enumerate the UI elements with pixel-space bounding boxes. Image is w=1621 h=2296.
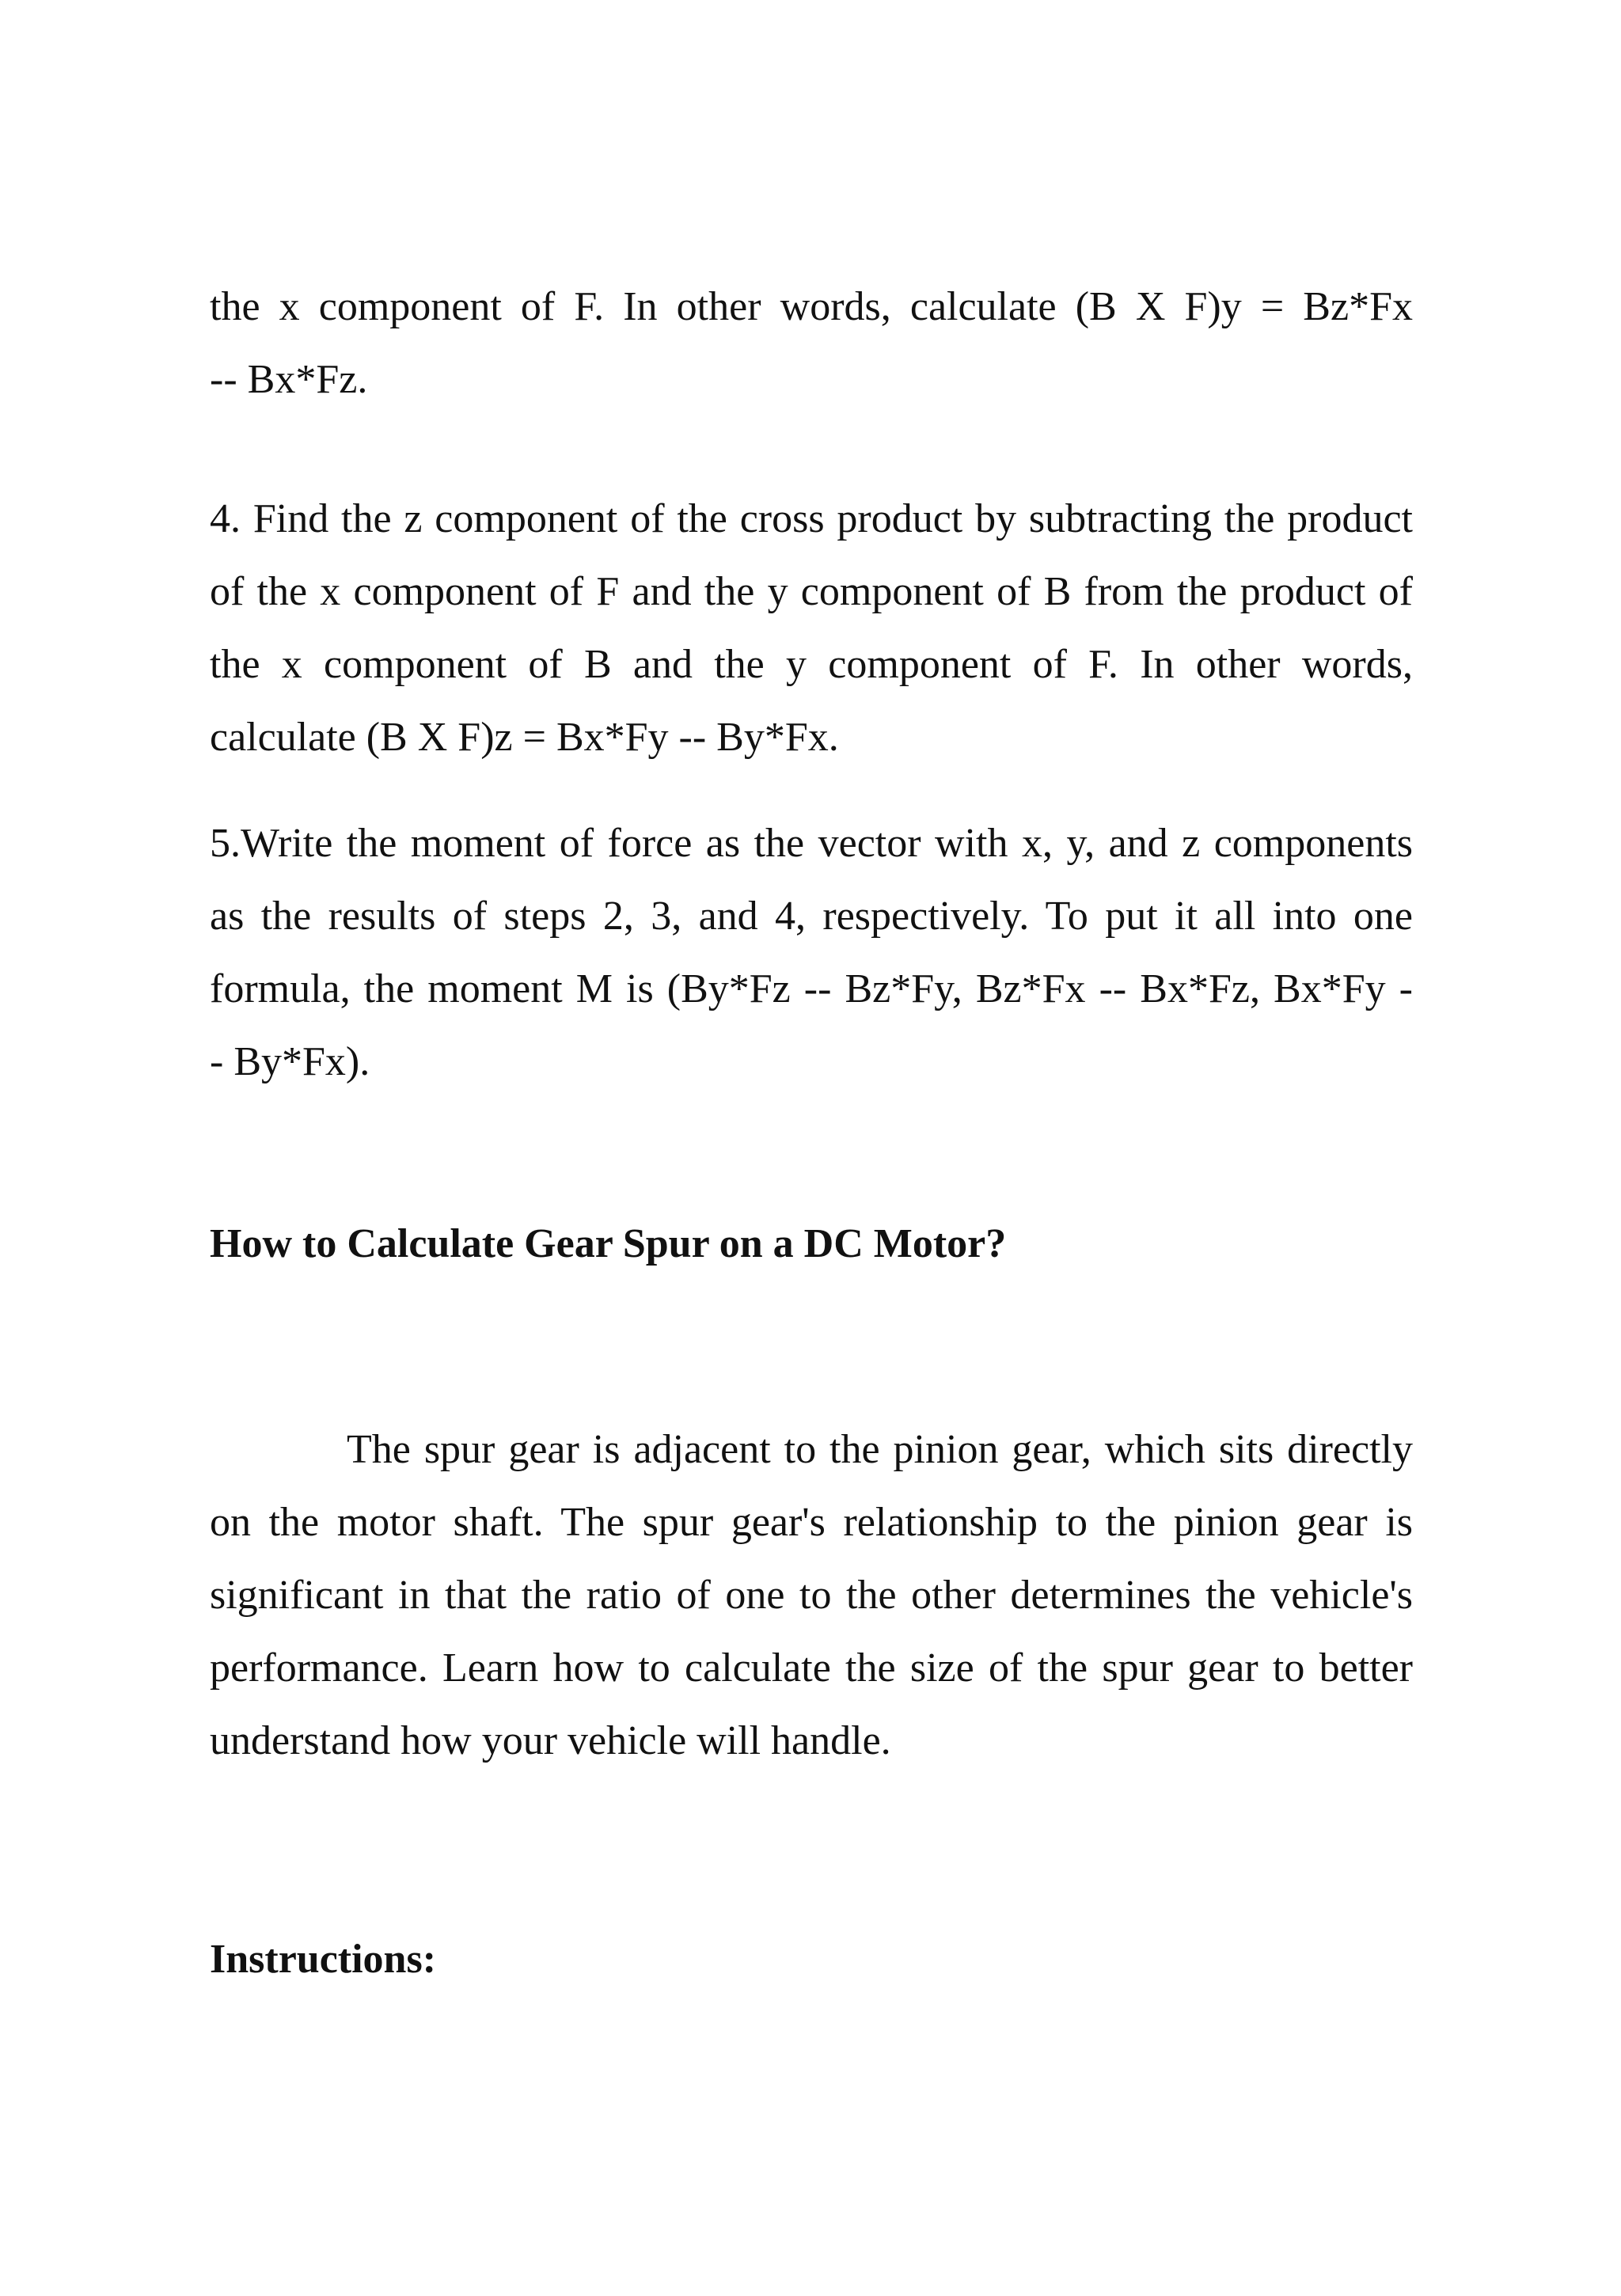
step5-line-1: 5.Write the moment of force as the vector with x, y, and z components: [210, 821, 1413, 866]
step5-line-2: as the results of steps 2, 3, and 4, respectively. To put it all into one: [210, 894, 1413, 939]
intro-line-1: The spur gear is adjacent to the pinion gear, which sits directly: [347, 1427, 1413, 1472]
step3-line-1: the x component of F. In other words, calculate (B X F)y = Bz*Fx: [210, 284, 1413, 329]
intro-line-5: understand how your vehicle will handle.: [210, 1718, 891, 1763]
step5-line-4: - By*Fx).: [210, 1039, 370, 1084]
intro-line-2: on the motor shaft. The spur gear's relationship to the pinion gear is: [210, 1500, 1413, 1545]
section-heading: How to Calculate Gear Spur on a DC Motor?: [210, 1221, 1007, 1266]
step4-line-1: 4. Find the z component of the cross product by subtracting the product: [210, 496, 1413, 541]
instructions-heading: Instructions:: [210, 1937, 437, 1982]
step4-line-2: of the x component of F and the y component of B from the product of: [210, 569, 1413, 614]
step4-line-3: the x component of B and the y component of F. In other words,: [210, 642, 1413, 687]
step3-line-2: -- Bx*Fz.: [210, 357, 368, 402]
intro-line-4: performance. Learn how to calculate the size of the spur gear to better: [210, 1645, 1413, 1691]
intro-line-3: significant in that the ratio of one to the other determines the vehicle's: [210, 1573, 1413, 1618]
step4-line-4: calculate (B X F)z = Bx*Fy -- By*Fx.: [210, 715, 839, 760]
step5-line-3: formula, the moment M is (By*Fz -- Bz*Fy, Bz*Fx -- Bx*Fz, Bx*Fy -: [210, 966, 1413, 1011]
